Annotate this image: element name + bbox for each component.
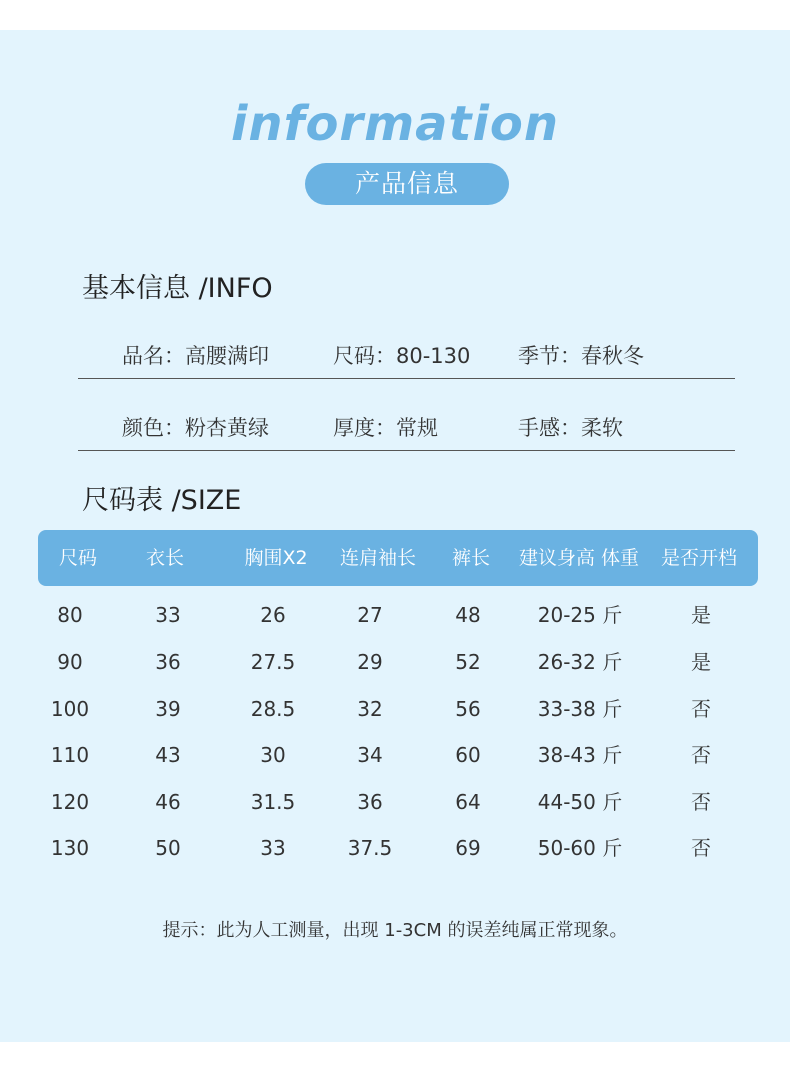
measurement-note: 提示：此为人工测量，出现 1-3CM 的误差纯属正常现象。 <box>162 920 628 941</box>
table-cell: 38-43 斤 <box>537 743 623 767</box>
table-cell: 110 <box>50 743 90 767</box>
info-cell: 季节：春秋冬 <box>518 344 644 368</box>
table-cell: 64 <box>455 790 481 814</box>
column-header: 尺码 <box>58 547 98 569</box>
table-cell: 29 <box>357 650 383 674</box>
table-cell: 28.5 <box>250 697 296 721</box>
table-cell: 120 <box>50 790 90 814</box>
table-cell: 27 <box>357 603 383 627</box>
column-header: 衣长 <box>145 547 185 569</box>
column-header: 连肩袖长 <box>339 547 417 569</box>
table-cell: 31.5 <box>250 790 296 814</box>
info-cell: 手感：柔软 <box>518 416 623 440</box>
table-cell: 26-32 斤 <box>537 650 623 674</box>
table-row <box>0 686 790 732</box>
column-header: 是否开档 <box>660 547 738 569</box>
table-cell: 36 <box>357 790 383 814</box>
column-header: 胸围X2 <box>244 547 308 569</box>
table-cell: 130 <box>50 836 90 860</box>
table-cell: 33 <box>260 836 286 860</box>
table-cell: 否 <box>691 743 711 767</box>
table-cell: 80 <box>57 603 83 627</box>
table-cell: 33-38 斤 <box>537 697 623 721</box>
table-cell: 50-60 斤 <box>537 836 623 860</box>
size-table-header <box>38 530 758 586</box>
table-cell: 39 <box>155 697 181 721</box>
basic-info-title: 基本信息 /INFO <box>82 273 273 304</box>
info-row-2 <box>78 400 735 451</box>
table-cell: 33 <box>155 603 181 627</box>
table-cell: 60 <box>455 743 481 767</box>
table-cell: 56 <box>455 697 481 721</box>
subtitle-badge: 产品信息 <box>305 163 509 205</box>
table-cell: 90 <box>57 650 83 674</box>
table-cell: 69 <box>455 836 481 860</box>
table-cell: 36 <box>155 650 181 674</box>
table-row <box>0 639 790 685</box>
table-cell: 是 <box>691 650 711 674</box>
table-cell: 100 <box>50 697 90 721</box>
table-cell: 48 <box>455 603 481 627</box>
column-header: 建议身高 体重 <box>518 547 640 569</box>
table-cell: 34 <box>357 743 383 767</box>
table-cell: 37.5 <box>347 836 393 860</box>
table-cell: 30 <box>260 743 286 767</box>
page-title: information <box>230 96 560 152</box>
table-cell: 否 <box>691 836 711 860</box>
table-cell: 26 <box>260 603 286 627</box>
table-cell: 是 <box>691 603 711 627</box>
info-cell: 尺码：80-130 <box>333 344 471 368</box>
table-cell: 27.5 <box>250 650 296 674</box>
table-cell: 50 <box>155 836 181 860</box>
size-table-title: 尺码表 /SIZE <box>82 485 242 516</box>
table-cell: 46 <box>155 790 181 814</box>
table-row <box>0 732 790 778</box>
table-cell: 20-25 斤 <box>537 603 623 627</box>
table-row <box>0 779 790 825</box>
info-cell: 厚度：常规 <box>333 416 438 440</box>
table-cell: 44-50 斤 <box>537 790 623 814</box>
info-cell: 颜色：粉杏黄绿 <box>122 416 269 440</box>
info-cell: 品名：高腰满印 <box>122 344 269 368</box>
table-row <box>0 825 790 871</box>
column-header: 裤长 <box>451 547 491 569</box>
table-cell: 43 <box>155 743 181 767</box>
table-cell: 否 <box>691 697 711 721</box>
table-cell: 否 <box>691 790 711 814</box>
table-cell: 32 <box>357 697 383 721</box>
info-row-1 <box>78 328 735 379</box>
table-row <box>0 592 790 638</box>
table-cell: 52 <box>455 650 481 674</box>
